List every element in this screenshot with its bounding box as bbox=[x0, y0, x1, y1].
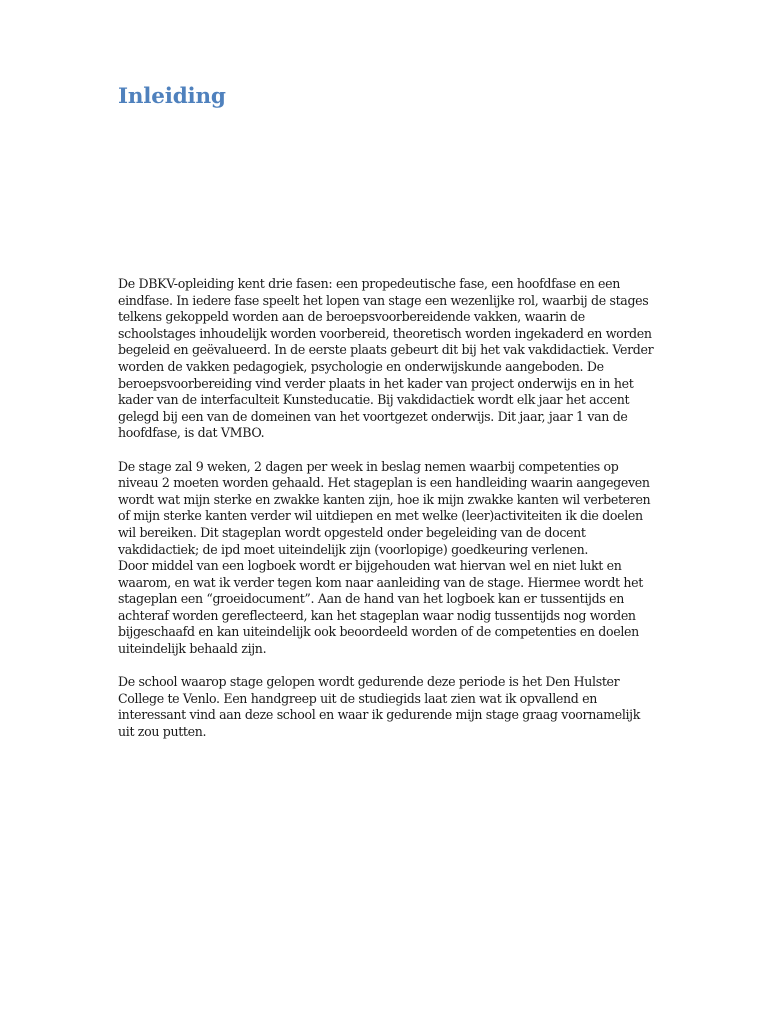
text-line: wil bereiken. Dit stageplan wordt opgesteld onder begeleiding van de docent bbox=[118, 524, 586, 540]
text-line: kader van de interfaculteit Kunsteducatie. Bij vakdidactiek wordt elk jaar het accent bbox=[118, 392, 630, 408]
text-line: waarom, en wat ik verder tegen kom naar aanleiding van de stage. Hiermee wordt het bbox=[118, 574, 643, 590]
text-line: uiteindelijk behaald zijn. bbox=[118, 641, 267, 657]
text-line: telkens gekoppeld worden aan de beroepsvoorbereidende vakken, waarin de bbox=[118, 309, 585, 325]
text-line: eindfase. In iedere fase speelt het lopen van stage een wezenlijke rol, waarbij de stages bbox=[118, 292, 649, 308]
paragraph-1 bbox=[118, 276, 658, 442]
text-line: De stage zal 9 weken, 2 dagen per week in beslag nemen waarbij competenties op bbox=[118, 458, 619, 474]
text-line: begeleid en geëvalueerd. In de eerste plaats gebeurt dit bij het vak vakdidactiek. Verder bbox=[118, 342, 654, 358]
text-line: interessant vind aan deze school en waar ik gedurende mijn stage graag voornamelijk bbox=[118, 707, 641, 723]
paragraph-spacer bbox=[118, 442, 658, 459]
text-line: uit zou putten. bbox=[118, 724, 207, 740]
text-line: beroepsvoorbereiding vind verder plaats in het kader van project onderwijs en in het bbox=[118, 375, 634, 391]
text-line: Door middel van een logboek wordt er bijgehouden wat hiervan wel en niet lukt en bbox=[118, 558, 622, 574]
paragraph-spacer bbox=[118, 658, 658, 675]
paragraph-2 bbox=[118, 459, 658, 658]
paragraph-3 bbox=[118, 674, 658, 740]
text-line: schoolstages inhoudelijk worden voorbereid, theoretisch worden ingekaderd en worden bbox=[118, 325, 652, 341]
text-line: wordt wat mijn sterke en zwakke kanten zijn, hoe ik mijn zwakke kanten wil verbeteren bbox=[118, 491, 651, 507]
page-title: Inleiding bbox=[118, 84, 226, 109]
text-line: of mijn sterke kanten verder wil uitdiepen en met welke (leer)activiteiten ik die doelen bbox=[118, 508, 643, 524]
text-line: bijgeschaafd en kan uiteindelijk ook beoordeeld worden of de competenties en doelen bbox=[118, 624, 639, 640]
text-line: niveau 2 moeten worden gehaald. Het stageplan is een handleiding waarin aangegeven bbox=[118, 475, 650, 491]
document-body bbox=[118, 276, 658, 741]
text-line: College te Venlo. Een handgreep uit de studiegids laat zien wat ik opvallend en bbox=[118, 690, 597, 706]
text-line: worden de vakken pedagogiek, psychologie en onderwijskunde aangeboden. De bbox=[118, 358, 604, 374]
text-line: De DBKV-opleiding kent drie fasen: een propedeutische fase, een hoofdfase en een bbox=[118, 276, 620, 291]
text-line: De school waarop stage gelopen wordt gedurende deze periode is het Den Hulster bbox=[118, 674, 620, 690]
text-line: gelegd bij een van de domeinen van het voortgezet onderwijs. Dit jaar, jaar 1 van de bbox=[118, 408, 628, 424]
text-line: hoofdfase, is dat VMBO. bbox=[118, 425, 265, 441]
text-line: vakdidactiek; de ipd moet uiteindelijk zijn (voorlopige) goedkeuring verlenen. bbox=[118, 541, 589, 557]
text-line: achteraf worden gereflecteerd, kan het stageplan waar nodig tussentijds nog worden bbox=[118, 607, 636, 623]
text-line: stageplan een “groeidocument”. Aan de hand van het logboek kan er tussentijds en bbox=[118, 591, 624, 607]
